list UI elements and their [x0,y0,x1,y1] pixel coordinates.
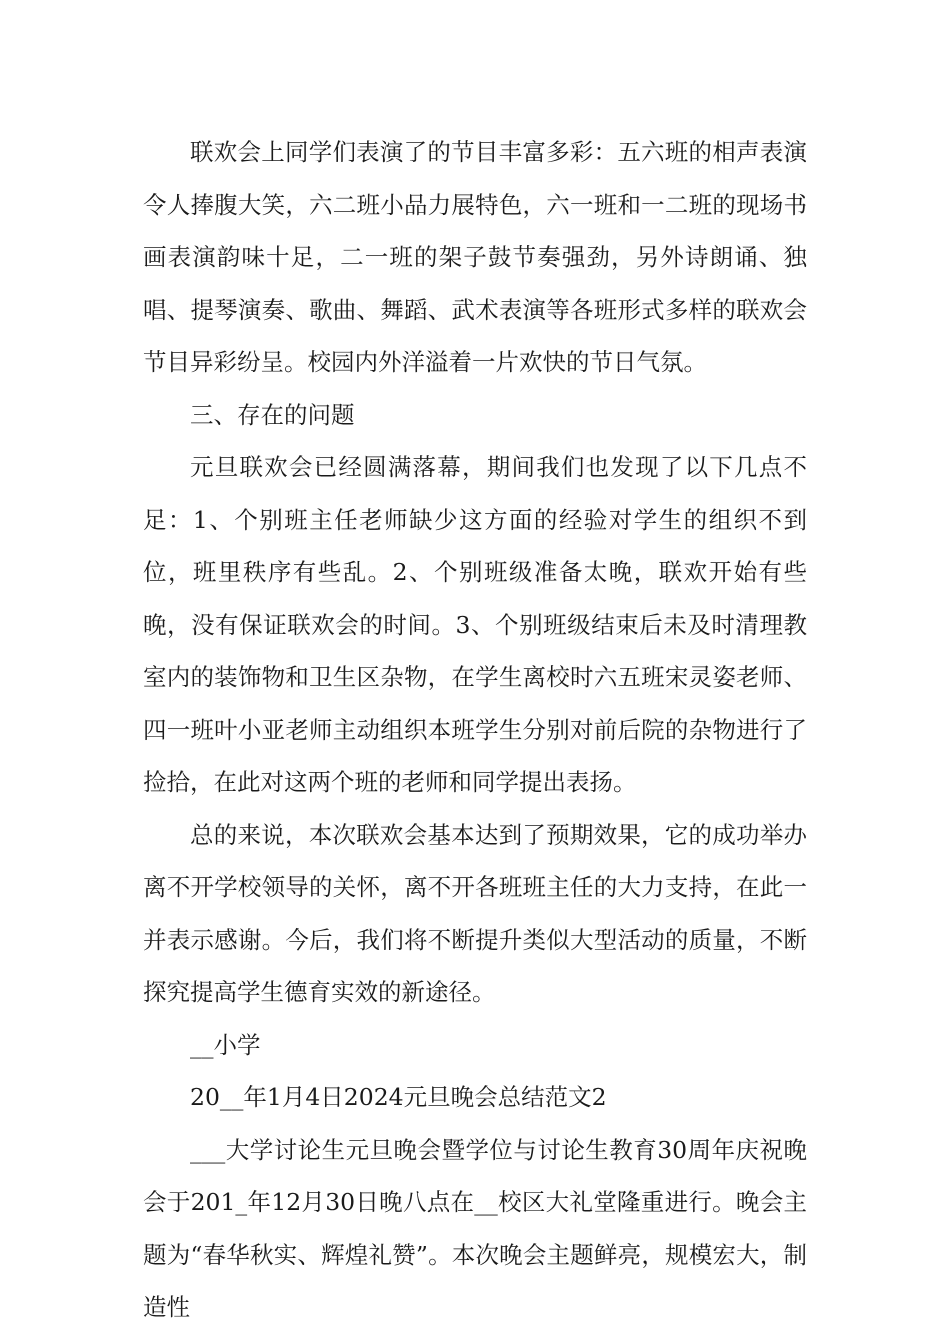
date-and-next-title: 20__年1月4日2024元旦晚会总结范文2 [190,1083,607,1111]
document-body [143,126,807,1334]
section-heading-problems: 三、存在的问题 [190,400,355,429]
paragraph-problems: 元旦联欢会已经圆满落幕，期间我们也发现了以下几点不足：1、个别班主任老师缺少这方面的经验对学生的组织不到位，班里秩序有些乱。2、个别班级准备太晚，联欢开始有些晚，没有保证联欢会的时间。3、个别班级结束后未及时清理教室内的装饰物和卫生区杂物，在学生离校时六五班宋灵姿老师、四一班叶小亚老师主动组织本班学生分别对前后院的杂物进行了捡拾，在此对这两个班的老师和同学提出表扬。 [143,453,807,796]
paragraph-university-gala: ___大学讨论生元旦晚会暨学位与讨论生教育30周年庆祝晚会于201_年12月30日晚八点在__校区大礼堂隆重进行。晚会主题为“春华秋实、辉煌礼赞”。本次晚会主题鲜亮，规模宏大，制造性 [143,1135,807,1321]
paragraph-performances: 联欢会上同学们表演了的节目丰富多彩：五六班的相声表演令人捧腹大笑，六二班小品力展特色，六一班和一二班的现场书画表演韵味十足，二一班的架子鼓节奏强劲，另外诗朗诵、独唱、提琴演奏、歌曲、舞蹈、武术表演等各班形式多样的联欢会节目异彩纷呈。校园内外洋溢着一片欢快的节日气氛。 [143,138,807,376]
signature-school: __小学 [190,1030,261,1059]
paragraph-summary: 总的来说，本次联欢会基本达到了预期效果，它的成功举办离不开学校领导的关怀，离不开各班班主任的大力支持，在此一并表示感谢。今后，我们将不断提升类似大型活动的质量，不断探究提高学生德育实效的新途径。 [143,820,807,1006]
